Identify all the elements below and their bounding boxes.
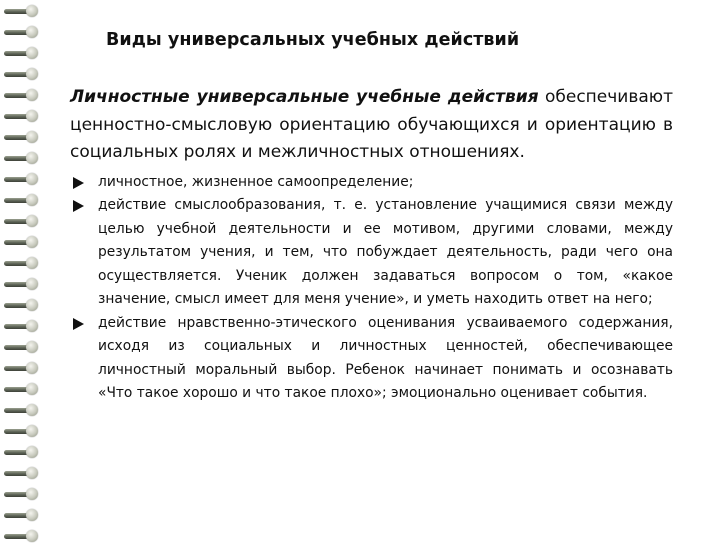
arrowhead-bullet-icon bbox=[73, 318, 84, 330]
list-item bbox=[70, 312, 673, 406]
binding-ring-icon bbox=[0, 443, 44, 461]
binding-ring-icon bbox=[0, 170, 44, 188]
binding-ring-icon bbox=[0, 23, 44, 41]
binding-ring-icon bbox=[0, 2, 44, 20]
binding-ring-icon bbox=[0, 233, 44, 251]
binding-ring-icon bbox=[0, 464, 44, 482]
arrowhead-bullet-icon bbox=[73, 200, 84, 212]
binding-ring-icon bbox=[0, 422, 44, 440]
binding-ring-icon bbox=[0, 527, 44, 545]
binding-ring-icon bbox=[0, 107, 44, 125]
binding-ring-icon bbox=[0, 65, 44, 83]
list-item-text: личностное, жизненное самоопределение; bbox=[98, 173, 414, 190]
slide-content bbox=[70, 84, 673, 406]
list-item-text: действие нравственно-этического оценивания усваиваемого содержания, исходя из социальных и личностных ценностей, обеспечивающее личностный моральный выбор. Ребенок начинает понимать и осознавать «Что такое хорошо и что такое плохо»; эмоционально оценивает события. bbox=[98, 314, 673, 401]
binding-ring-icon bbox=[0, 296, 44, 314]
binding-ring-icon bbox=[0, 380, 44, 398]
binding-ring-icon bbox=[0, 359, 44, 377]
binding-ring-icon bbox=[0, 317, 44, 335]
binding-ring-icon bbox=[0, 506, 44, 524]
binding-ring-icon bbox=[0, 128, 44, 146]
binding-ring-icon bbox=[0, 86, 44, 104]
list-item bbox=[70, 194, 673, 312]
intro-paragraph bbox=[70, 84, 673, 167]
spiral-binding-icon bbox=[0, 0, 44, 540]
binding-ring-icon bbox=[0, 149, 44, 167]
binding-ring-icon bbox=[0, 275, 44, 293]
list-item bbox=[70, 171, 673, 195]
binding-ring-icon bbox=[0, 338, 44, 356]
binding-ring-icon bbox=[0, 401, 44, 419]
binding-ring-icon bbox=[0, 212, 44, 230]
page-title: Виды универсальных учебных действий bbox=[106, 30, 520, 50]
intro-lead: Личностные универсальные учебные действия bbox=[70, 87, 539, 107]
binding-ring-icon bbox=[0, 44, 44, 62]
arrowhead-bullet-icon bbox=[73, 177, 84, 189]
binding-ring-icon bbox=[0, 191, 44, 209]
actions-list bbox=[70, 171, 673, 406]
intro-text: обеспечивают ценностно-смысловую ориентацию обучающихся и ориентацию в социальных ролях и межличностных отношениях. bbox=[70, 87, 673, 162]
binding-ring-icon bbox=[0, 254, 44, 272]
list-item-text: действие смыслообразования, т. е. установление учащимися связи между целью учебной деятельности и ее мотивом, другими словами, между результатом учения, и тем, что побуждает деятельность, ради чего она осуществляется. Ученик должен задаваться вопросом о том, «какое значение, смысл имеет для меня учение», и уметь находить ответ на него; bbox=[98, 197, 673, 307]
binding-ring-icon bbox=[0, 485, 44, 503]
